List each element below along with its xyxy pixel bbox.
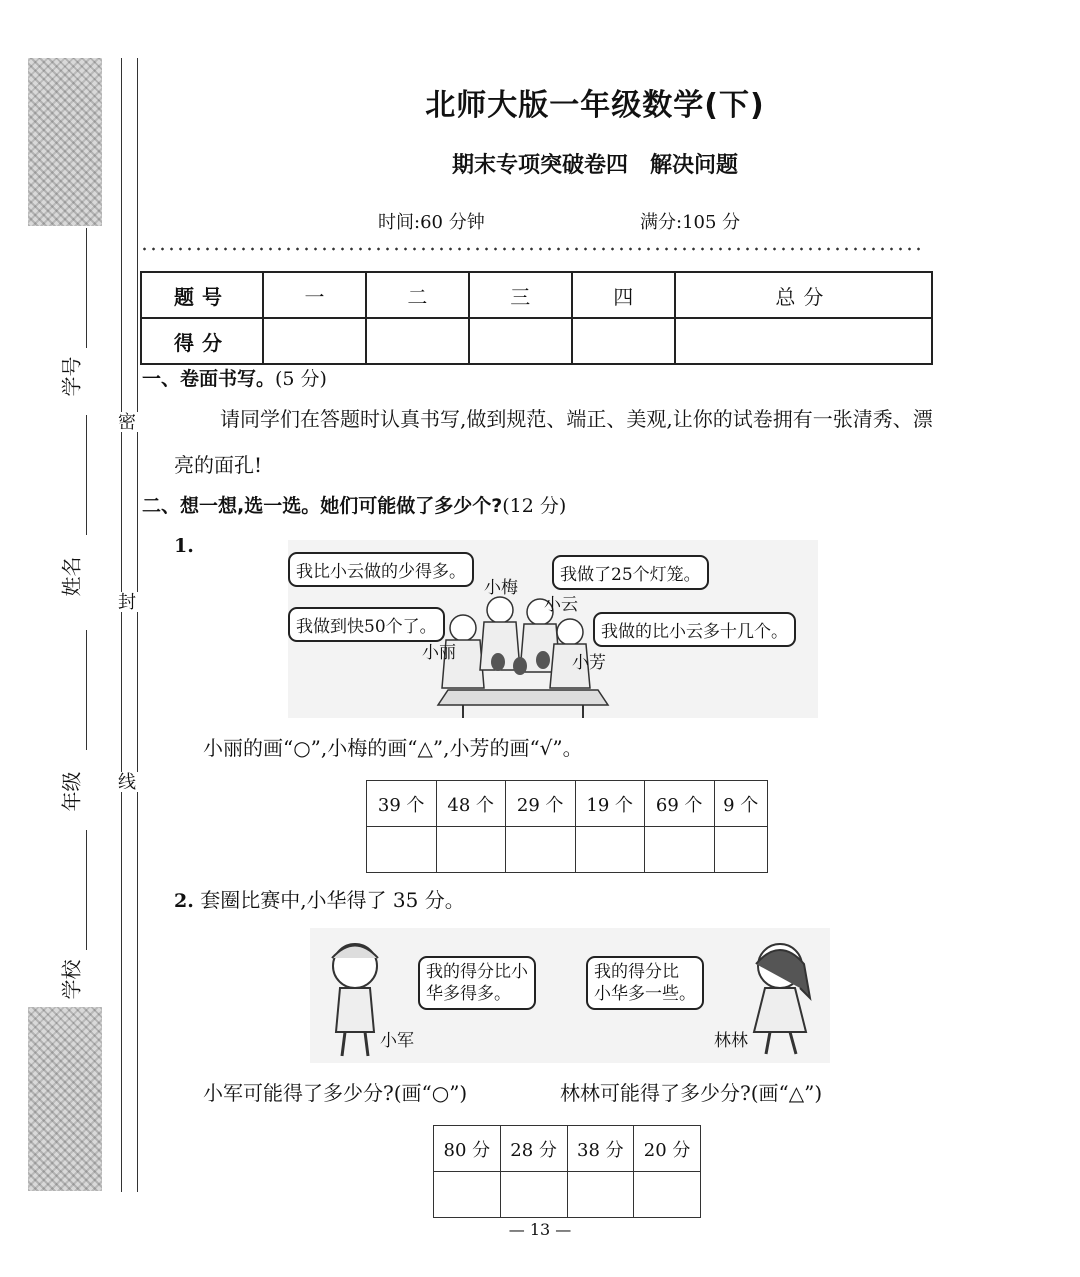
section2-heading	[142, 491, 566, 518]
option-value: 80 分	[434, 1126, 501, 1172]
score-table	[140, 271, 933, 365]
answer-cell[interactable]	[714, 827, 768, 873]
option-value: 28 分	[500, 1126, 567, 1172]
answer-cell[interactable]	[575, 827, 645, 873]
name-label: 小丽	[422, 643, 456, 663]
bubble-line: 华多得多。	[426, 984, 511, 1004]
score-header-row	[141, 272, 932, 318]
score-cell[interactable]	[263, 318, 366, 364]
answer-row	[367, 827, 768, 873]
speech-bubble: 我比小云做的少得多。	[288, 552, 474, 587]
answer-cell[interactable]	[645, 827, 715, 873]
answer-cell[interactable]	[367, 827, 437, 873]
answer-cell[interactable]	[506, 827, 576, 873]
field-xuehao: 学号	[59, 356, 84, 397]
q2-intro	[174, 877, 465, 924]
speech-bubble: 我做了25个灯笼。	[552, 555, 709, 590]
score-col: 三	[469, 272, 572, 318]
name-label: 小梅	[484, 578, 518, 598]
score-value-row	[141, 318, 932, 364]
name-label: 小芳	[572, 653, 606, 673]
q1-options-table	[366, 780, 768, 873]
option-value: 38 分	[567, 1126, 634, 1172]
section1-points: (5 分)	[275, 368, 327, 390]
section1-title: 一、卷面书写。	[142, 368, 276, 390]
binding-line-outer	[121, 58, 122, 1192]
speech-bubble-linlin	[586, 956, 704, 1010]
score-col: 总分	[675, 272, 932, 318]
name-label: 小军	[380, 1031, 414, 1051]
field-line	[86, 228, 87, 348]
score-col: 一	[263, 272, 366, 318]
score-col: 二	[366, 272, 469, 318]
option-value: 69 个	[645, 781, 715, 827]
score-cell[interactable]	[366, 318, 469, 364]
q2-illustration	[310, 928, 830, 1063]
option-value: 20 分	[634, 1126, 701, 1172]
answer-row	[434, 1172, 701, 1218]
score-row-label: 得分	[141, 318, 263, 364]
page-subtitle: 期末专项突破卷四 解决问题	[451, 153, 738, 178]
binding-pattern-bottom	[28, 1007, 102, 1191]
q1-illustration	[288, 540, 818, 718]
speech-bubble-xiaojun	[418, 956, 536, 1010]
option-value: 29 个	[506, 781, 576, 827]
q1-instruction: 小丽的画“○”,小梅的画“△”,小芳的画“√”。	[203, 736, 583, 760]
score-cell[interactable]	[572, 318, 675, 364]
bubble-line: 我的得分比	[594, 962, 679, 982]
answer-cell[interactable]	[500, 1172, 567, 1218]
exam-full-score: 满分:105 分	[640, 212, 741, 233]
option-value: 48 个	[436, 781, 506, 827]
dotted-divider	[140, 247, 922, 251]
bubble-line: 我的得分比小	[426, 962, 528, 982]
field-xuexiao: 学校	[59, 959, 84, 1000]
answer-cell[interactable]	[434, 1172, 501, 1218]
seal-mi: 密	[112, 412, 138, 432]
bubble-line: 小华多一些。	[594, 984, 696, 1004]
option-value: 19 个	[575, 781, 645, 827]
score-cell[interactable]	[675, 318, 932, 364]
field-xingming: 姓名	[59, 556, 84, 597]
page-number: — 13 —	[508, 1220, 572, 1239]
q2-question-left: 小军可能得了多少分?(画“○”)	[203, 1081, 468, 1105]
seal-xian: 线	[112, 772, 138, 792]
field-line	[86, 830, 87, 950]
speech-bubble: 我做到快50个了。	[288, 607, 445, 642]
q1-number: 1.	[174, 535, 194, 557]
field-nianji: 年级	[59, 771, 84, 812]
field-line	[86, 415, 87, 535]
score-col: 四	[572, 272, 675, 318]
section1-text: 请同学们在答题时认真书写,做到规范、端正、美观,让你的试卷拥有一张清秀、漂亮的面孔!	[174, 407, 933, 477]
name-label: 林林	[714, 1031, 748, 1051]
binding-line-inner	[137, 58, 138, 1192]
exam-time: 时间:60 分钟	[378, 212, 485, 233]
answer-cell[interactable]	[567, 1172, 634, 1218]
q2-question-right: 林林可能得了多少分?(画“△”)	[560, 1081, 823, 1105]
page-title: 北师大版一年级数学(下)	[425, 88, 765, 123]
q2-options-table	[433, 1125, 701, 1218]
field-line	[86, 630, 87, 750]
score-row-label: 题号	[141, 272, 263, 318]
option-value: 39 个	[367, 781, 437, 827]
answer-cell[interactable]	[634, 1172, 701, 1218]
seal-feng: 封	[112, 592, 138, 612]
options-row	[367, 781, 768, 827]
q2-intro-text: 套圈比赛中,小华得了 35 分。	[200, 888, 465, 912]
name-label: 小云	[544, 595, 578, 615]
section2-title: 二、想一想,选一选。她们可能做了多少个?	[142, 495, 503, 517]
options-row	[434, 1126, 701, 1172]
section2-points: (12 分)	[502, 495, 567, 517]
q2-number: 2.	[174, 890, 194, 912]
score-cell[interactable]	[469, 318, 572, 364]
speech-bubble: 我做的比小云多十几个。	[593, 612, 796, 647]
section1-heading	[142, 364, 327, 391]
option-value: 9 个	[714, 781, 768, 827]
answer-cell[interactable]	[436, 827, 506, 873]
